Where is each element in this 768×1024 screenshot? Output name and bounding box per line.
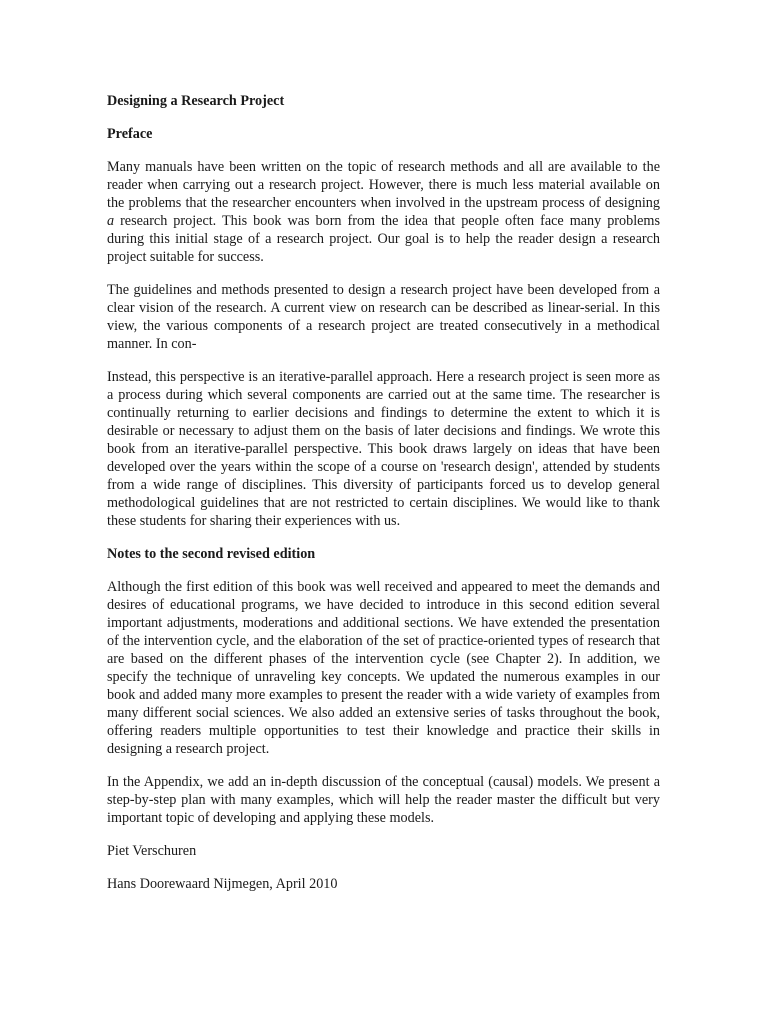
preface-paragraph-1-part-b: research project. This book was born from the idea that people often face many problems during this initial stage of a research project. Our goal is to help the reader design a research project suitable for success. [107, 213, 660, 265]
document-page [107, 92, 660, 908]
preface-paragraph-2: The guidelines and methods presented to design a research project have been developed from a clear vision of the research. A current view on research can be described as linear-serial. In this view, the various components of a research project are treated consecutively in a methodical manner. In con- [107, 282, 660, 352]
document-title: Designing a Research Project [107, 93, 285, 109]
preface-paragraph-1 [107, 158, 660, 266]
notes-paragraph-2: In the Appendix, we add an in-depth discussion of the conceptual (causal) models. We present a step-by-step plan with many examples, which will help the reader master the difficult but very important topic of developing and applying these models. [107, 774, 660, 826]
preface-paragraph-1-emphasis: a [107, 213, 115, 229]
preface-paragraph-1-part-a: Many manuals have been written on the topic of research methods and all are available to the reader when carrying out a research project. However, there is much less material available on the problems that the researcher encounters when involved in the upstream process of designing [107, 159, 660, 211]
preface-paragraph-3: Instead, this perspective is an iterative-parallel approach. Here a research project is seen more as a process during which several components are carried out at the same time. The researcher is continually returning to earlier decisions and findings to determine the extent to which it is desirable or necessary to adjust them on the basis of later decisions and findings. We wrote this book from an iterative-parallel perspective. This book draws largely on ideas that have been developed over the years within the scope of a course on 'research design', attended by students from a wide range of disciplines. This diversity of participants forced us to develop general methodological guidelines that are not restricted to certain disciplines. We would like to thank these students for sharing their experiences with us. [107, 369, 660, 529]
signature-author-1: Piet Verschuren [107, 843, 197, 859]
signature-author-2: Hans Doorewaard Nijmegen, April 2010 [107, 876, 338, 892]
notes-heading: Notes to the second revised edition [107, 546, 316, 562]
preface-heading: Preface [107, 126, 153, 142]
notes-paragraph-1: Although the first edition of this book was well received and appeared to meet the demands and desires of educational programs, we have decided to introduce in this second edition several important adjustments, moderations and additional sections. We have extended the presentation of the intervention cycle, and the elaboration of the set of practice-oriented types of research that are based on the different phases of the intervention cycle (see Chapter 2). In addition, we specify the technique of unraveling key concepts. We updated the numerous examples in our book and added many more examples to present the reader with a wide variety of examples from many different social sciences. We also added an extensive series of tasks throughout the book, offering readers multiple opportunities to test their knowledge and practice their skills in designing a research project. [107, 579, 660, 757]
